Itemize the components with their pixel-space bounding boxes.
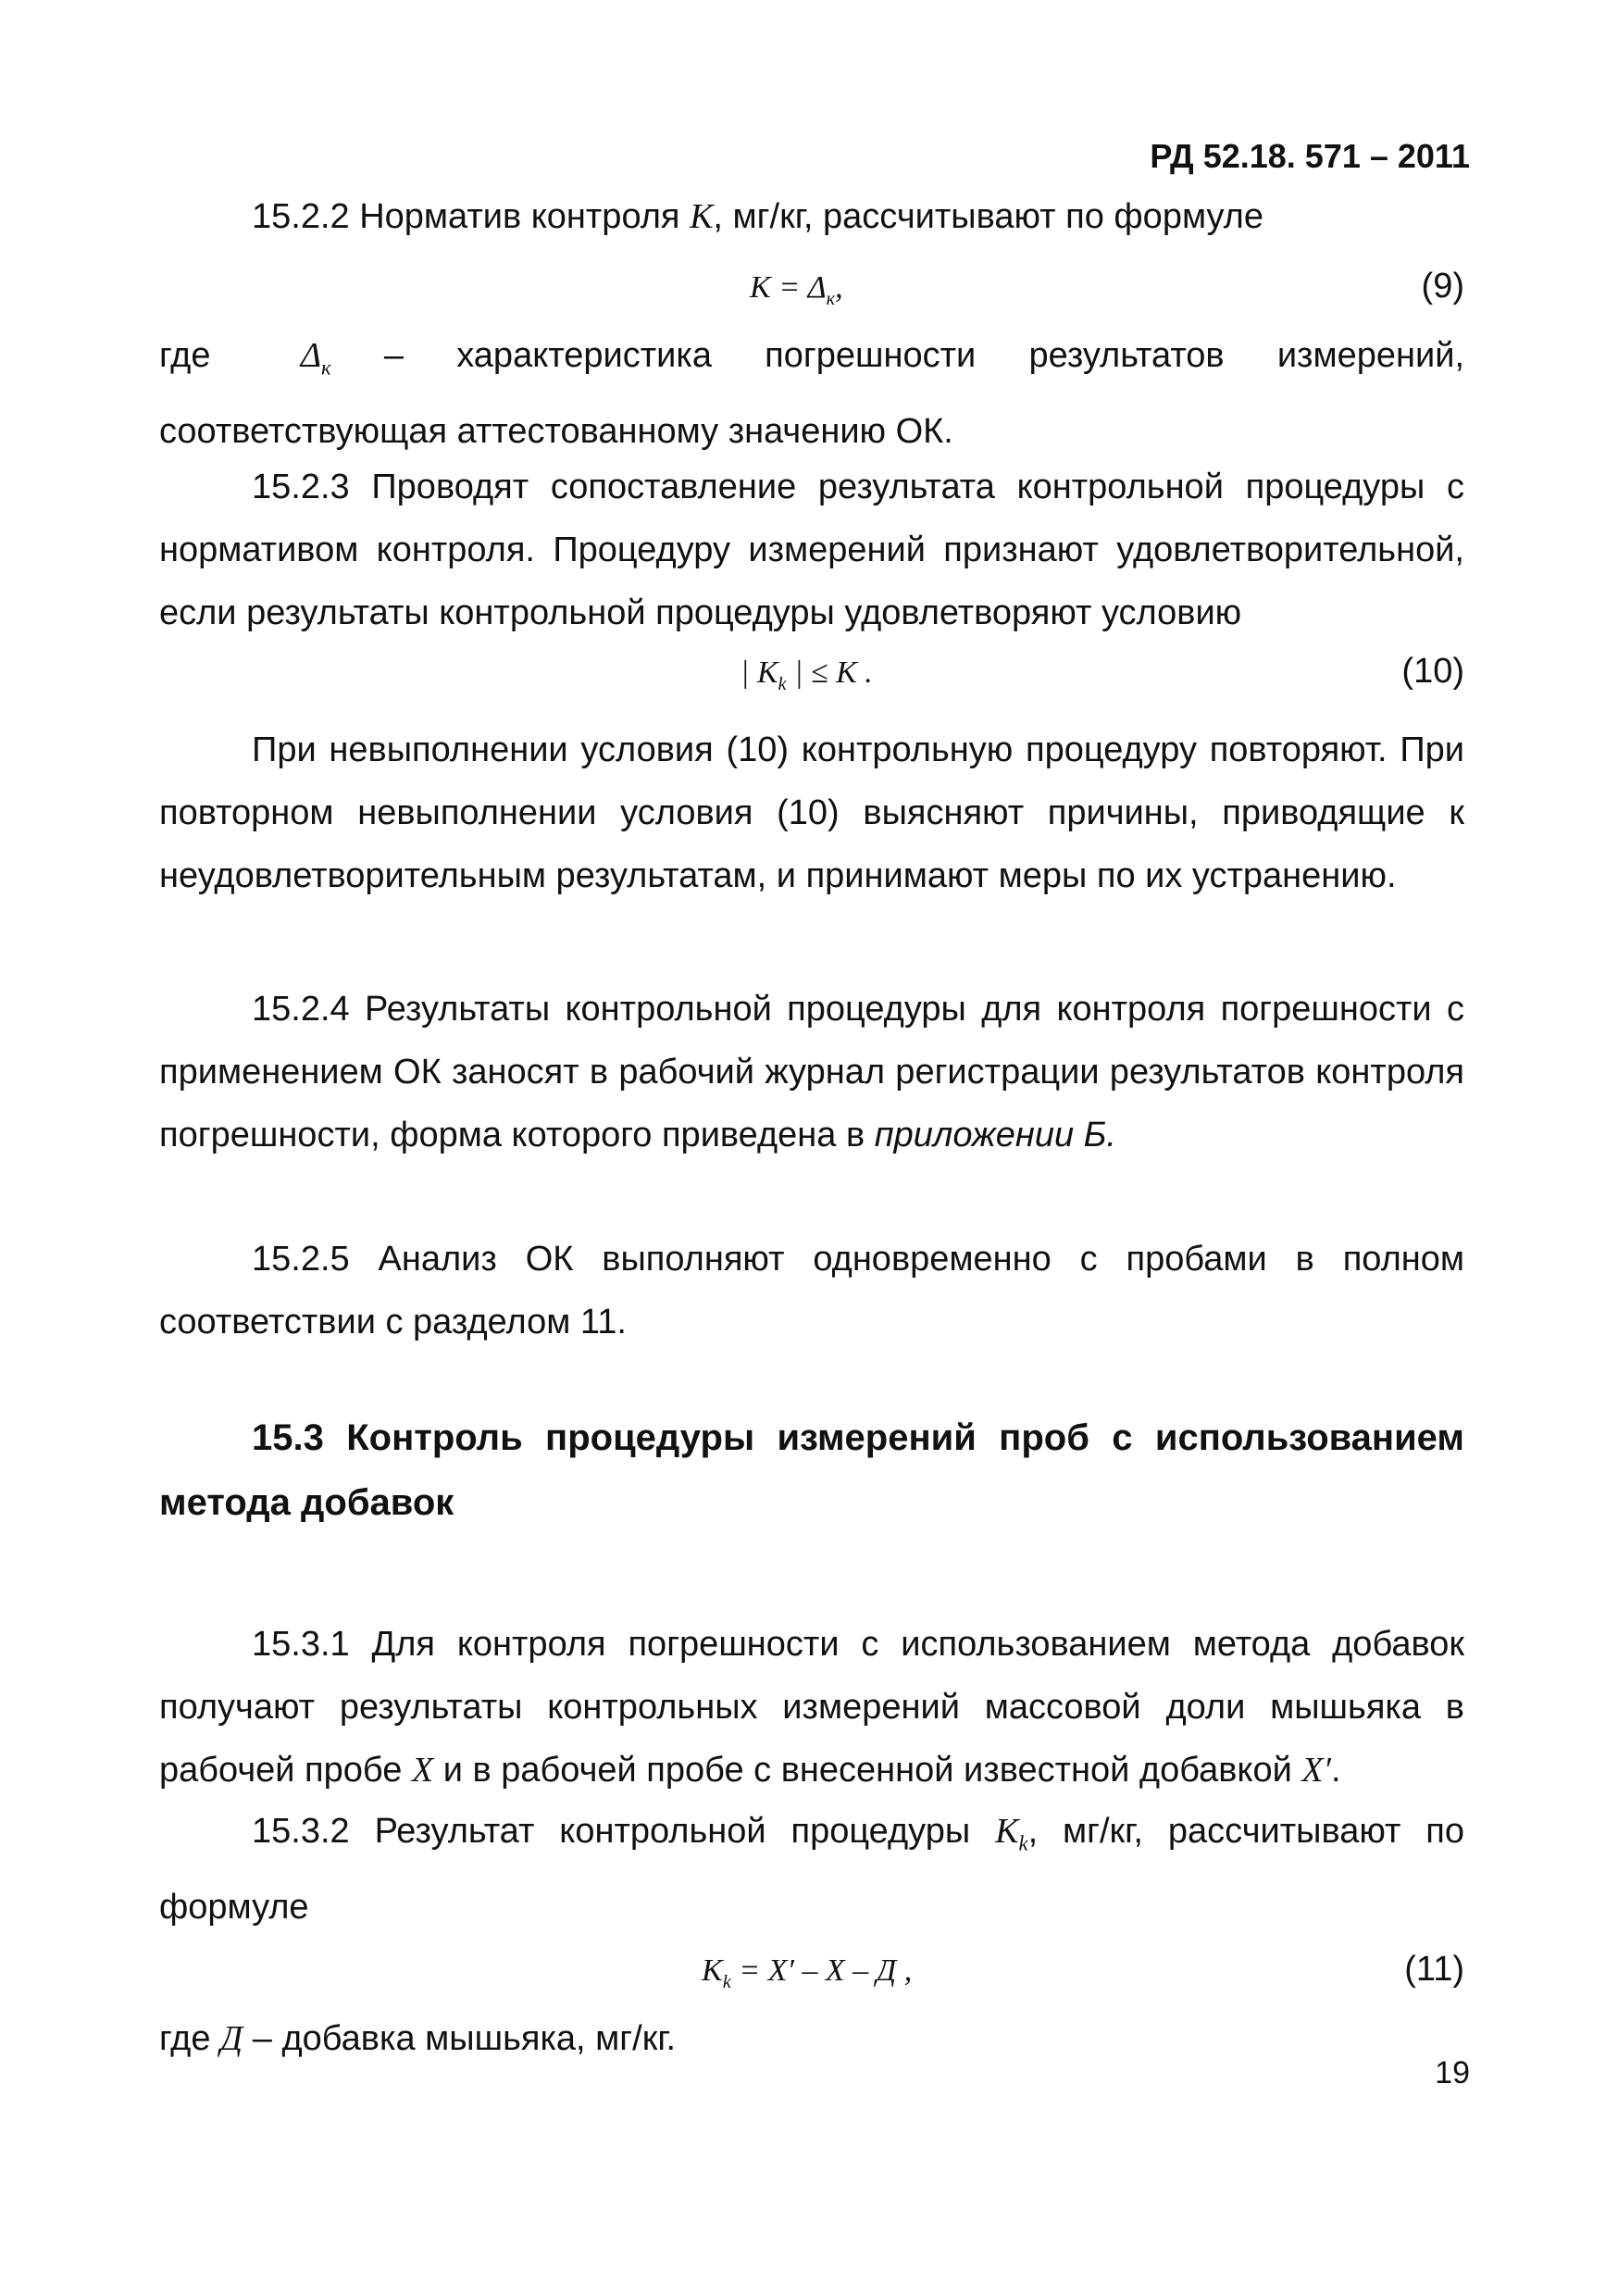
- paragraph-fail-condition: [159, 718, 1464, 907]
- symbol-delta-sub: к: [321, 356, 331, 380]
- clause-number: 15.2.4: [252, 990, 350, 1029]
- section-heading-15-3: 15.3 Контроль процедуры измерений проб с использованием метода добавок: [159, 1417, 1464, 1523]
- paragraph-15-3-2: [159, 1800, 1464, 1939]
- formula-10: [741, 655, 873, 695]
- clause-text-mid: и в рабочей пробе с внесенной известной добавкой: [442, 1751, 1292, 1790]
- paragraph-15-2-4: [159, 978, 1464, 1167]
- equation-number-10: (10): [1401, 652, 1464, 691]
- clause-text: Норматив контроля: [359, 197, 680, 236]
- paragraph-15-2-3: [159, 455, 1464, 644]
- formula-10-right: | ≤ K .: [786, 655, 873, 690]
- symbol-x: X: [411, 1751, 434, 1790]
- paragraph-where-11: [159, 2007, 1464, 2070]
- where-text: – характеристика погрешности результатов измерений, соответствующая аттестованному значению ОК.: [159, 336, 1465, 451]
- formula-10-sub: k: [778, 673, 787, 694]
- symbol-kk: K: [995, 1812, 1019, 1851]
- symbol-d: Д: [220, 2019, 243, 2058]
- clause-number: 15.2.5: [252, 1240, 350, 1279]
- symbol-k: K: [690, 197, 714, 236]
- equation-number-11: (11): [1404, 1950, 1464, 1989]
- symbol-delta: Δ: [300, 336, 321, 375]
- formula-9-rel: = Δ: [770, 270, 827, 305]
- clause-number: 15.2.3: [252, 468, 350, 506]
- formula-11-lhs: K: [702, 1953, 723, 1988]
- paragraph-text: При невыполнении условия (10) контрольную процедуру повторяют. При повторном невыполнении условия (10) выясняют причины, приводящие к неудовлетворительным результатам, и принимают меры по их устранению.: [159, 730, 1464, 895]
- clause-text: Результаты контрольной процедуры для контроля погрешности с применением ОК заносят в рабочий журнал регистрации результатов контроля погрешности, форма которого приведена в: [159, 990, 1464, 1154]
- clause-text-after: , мг/кг, рассчитывают по формуле: [713, 197, 1263, 236]
- clause-number: 15.3.2: [252, 1812, 350, 1851]
- clause-text: Проводят сопоставление результата контрольной процедуры с нормативом контроля. Процедуру измерений признают удовлетворительной, если результаты контрольной процедуры удовлетворяют условию: [159, 468, 1464, 632]
- clause-text: Результат контрольной процедуры: [374, 1812, 971, 1851]
- where-lead: где: [159, 336, 211, 375]
- document-code: РД 52.18. 571 – 2011: [1150, 137, 1470, 175]
- paragraph-15-2-2: [159, 185, 1464, 248]
- page-number: 19: [1435, 2055, 1470, 2090]
- clause-number: 15.2.2: [252, 197, 350, 236]
- formula-9-lhs: K: [750, 270, 771, 305]
- formula-11: [702, 1953, 912, 1993]
- clause-text-after: , мг/кг, рассчитывают по формуле: [159, 1812, 1465, 1927]
- symbol-x-prime: X′: [1301, 1751, 1331, 1790]
- clause-text: Анализ ОК выполняют одновременно с пробами в полном соответствии с разделом 11.: [159, 1240, 1464, 1341]
- formula-10-left: | K: [741, 655, 778, 690]
- paragraph-15-2-5: [159, 1228, 1464, 1354]
- paragraph-15-3-1: [159, 1613, 1464, 1802]
- symbol-kk-sub: k: [1018, 1831, 1028, 1855]
- formula-11-sub: k: [722, 1971, 731, 1992]
- clause-number: 15.3.1: [252, 1625, 350, 1664]
- clause-text: Для контроля погрешности с использованием метода добавок получают результаты контрольных измерений массовой доли мышьяка в рабочей пробе: [159, 1625, 1464, 1790]
- formula-9-tail: ,: [835, 270, 843, 305]
- formula-9-sub: к: [826, 288, 836, 309]
- formula-11-rhs: = X′ – X – Д ,: [730, 1953, 913, 1988]
- appendix-reference: приложении Б.: [874, 1116, 1116, 1154]
- paragraph-where-9: [159, 324, 1464, 463]
- formula-9: [750, 270, 843, 310]
- clause-text-end: .: [1330, 1751, 1341, 1790]
- equation-number-9: (9): [1421, 267, 1464, 306]
- where-text: – добавка мышьяка, мг/кг.: [243, 2019, 677, 2058]
- where-lead: где: [159, 2019, 211, 2058]
